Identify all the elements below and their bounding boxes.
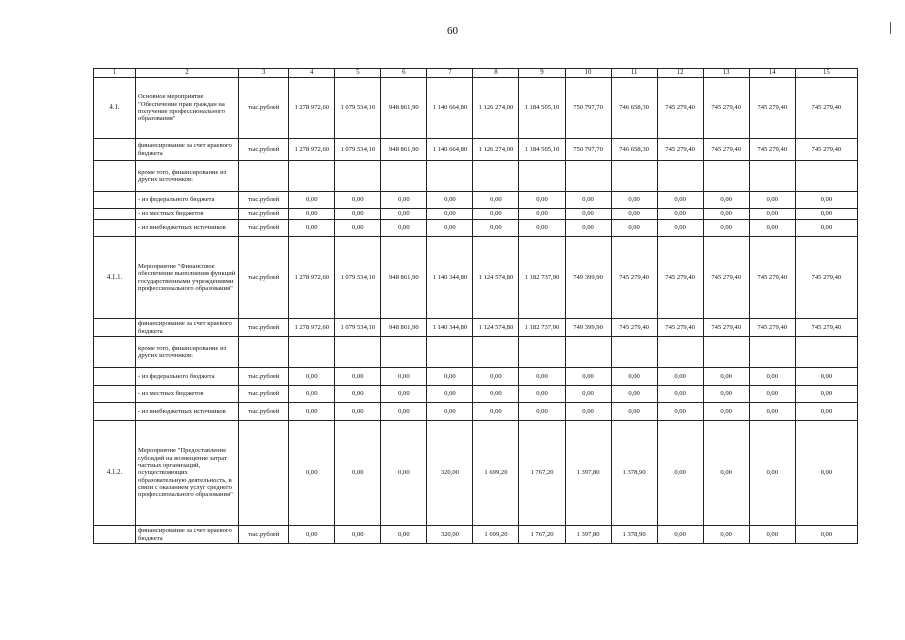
value-cell: 0,00 [749, 526, 795, 544]
value-cell: 745 279,40 [795, 139, 857, 161]
value-cell: 0,00 [473, 209, 519, 220]
row-code [94, 139, 136, 161]
row-unit: тыс.рублей [239, 319, 289, 337]
column-header: 9 [519, 69, 565, 78]
value-cell: 0,00 [565, 192, 611, 209]
value-cell: 0,00 [795, 368, 857, 386]
value-cell: 0,00 [565, 386, 611, 403]
row-code: 4.1.1. [94, 237, 136, 319]
value-cell: 0,00 [473, 220, 519, 237]
value-cell: 0,00 [381, 403, 427, 421]
table-body [94, 69, 858, 544]
row-unit: тыс.рублей [239, 192, 289, 209]
edge-mark [890, 22, 891, 34]
table-row [94, 192, 858, 209]
value-cell [657, 161, 703, 192]
value-cell: 0,00 [289, 386, 335, 403]
value-cell: 0,00 [657, 192, 703, 209]
value-cell: 0,00 [519, 368, 565, 386]
value-cell: 1 124 574,80 [473, 237, 519, 319]
value-cell: 0,00 [703, 192, 749, 209]
value-cell [795, 161, 857, 192]
row-code [94, 209, 136, 220]
value-cell: 0,00 [473, 192, 519, 209]
value-cell: 0,00 [427, 368, 473, 386]
value-cell: 0,00 [381, 192, 427, 209]
row-unit: тыс.рублей [239, 403, 289, 421]
value-cell [381, 161, 427, 192]
value-cell: 0,00 [519, 209, 565, 220]
row-name: - из местных бюджетов [136, 386, 239, 403]
value-cell: 1 140 664,80 [427, 139, 473, 161]
value-cell: 745 279,40 [657, 139, 703, 161]
value-cell [473, 161, 519, 192]
value-cell: 745 279,40 [703, 237, 749, 319]
value-cell: 1 184 505,10 [519, 139, 565, 161]
value-cell: 948 861,90 [381, 319, 427, 337]
value-cell: 1 182 737,90 [519, 237, 565, 319]
value-cell: 0,00 [703, 220, 749, 237]
value-cell: 0,00 [381, 209, 427, 220]
value-cell: 0,00 [657, 220, 703, 237]
row-name: Мероприятие "Предоставление субсидий на возмещение затрат частных организаций, осуществляющих образовательную деятельность, в связи с оказанием услуг среднего профессионального образования" [136, 421, 239, 526]
table-row [94, 386, 858, 403]
table-row [94, 337, 858, 368]
value-cell: 1 079 534,10 [335, 78, 381, 139]
column-header: 4 [289, 69, 335, 78]
row-name: Основное мероприятие "Обеспечение прав граждан на получение профессионального образования" [136, 78, 239, 139]
value-cell: 0,00 [611, 386, 657, 403]
value-cell [749, 337, 795, 368]
column-header: 13 [703, 69, 749, 78]
value-cell [565, 337, 611, 368]
value-cell: 0,00 [703, 368, 749, 386]
column-header: 14 [749, 69, 795, 78]
value-cell [335, 161, 381, 192]
value-cell: 0,00 [657, 209, 703, 220]
value-cell: 1 378,90 [611, 421, 657, 526]
value-cell: 745 279,40 [611, 237, 657, 319]
value-cell: 1 140 664,80 [427, 78, 473, 139]
table-row [94, 368, 858, 386]
row-unit: тыс.рублей [239, 526, 289, 544]
value-cell: 0,00 [749, 403, 795, 421]
value-cell: 0,00 [749, 421, 795, 526]
value-cell: 0,00 [473, 368, 519, 386]
value-cell: 0,00 [749, 368, 795, 386]
value-cell: 1 378,90 [611, 526, 657, 544]
value-cell: 0,00 [565, 220, 611, 237]
value-cell: 0,00 [335, 526, 381, 544]
value-cell: 1 397,80 [565, 421, 611, 526]
row-unit: тыс.рублей [239, 139, 289, 161]
value-cell: 1 184 505,10 [519, 78, 565, 139]
value-cell [473, 337, 519, 368]
row-unit: тыс.рублей [239, 220, 289, 237]
value-cell: 0,00 [657, 526, 703, 544]
value-cell: 745 279,40 [657, 78, 703, 139]
value-cell: 0,00 [335, 386, 381, 403]
row-code [94, 161, 136, 192]
value-cell [519, 161, 565, 192]
value-cell: 320,00 [427, 526, 473, 544]
row-code: 4.1.2. [94, 421, 136, 526]
value-cell: 0,00 [703, 421, 749, 526]
column-header: 8 [473, 69, 519, 78]
column-header: 2 [136, 69, 239, 78]
value-cell: 0,00 [335, 209, 381, 220]
value-cell: 0,00 [381, 368, 427, 386]
value-cell: 0,00 [703, 526, 749, 544]
value-cell: 0,00 [703, 386, 749, 403]
value-cell: 745 279,40 [795, 78, 857, 139]
value-cell: 0,00 [703, 209, 749, 220]
value-cell: 0,00 [427, 209, 473, 220]
value-cell: 0,00 [289, 192, 335, 209]
row-code: 4.1. [94, 78, 136, 139]
value-cell: 0,00 [565, 209, 611, 220]
table-row [94, 78, 858, 139]
value-cell: 1 079 534,10 [335, 237, 381, 319]
value-cell [703, 337, 749, 368]
value-cell: 0,00 [749, 209, 795, 220]
value-cell: 0,00 [519, 220, 565, 237]
value-cell: 1 124 574,80 [473, 319, 519, 337]
table-row [94, 319, 858, 337]
value-cell: 0,00 [519, 192, 565, 209]
row-unit: тыс.рублей [239, 386, 289, 403]
column-header: 12 [657, 69, 703, 78]
column-header: 6 [381, 69, 427, 78]
value-cell: 1 278 972,60 [289, 139, 335, 161]
value-cell: 0,00 [289, 403, 335, 421]
row-name: - из федерального бюджета [136, 368, 239, 386]
value-cell: 0,00 [381, 421, 427, 526]
value-cell: 0,00 [381, 220, 427, 237]
value-cell: 1 126 274,00 [473, 78, 519, 139]
value-cell: 0,00 [657, 421, 703, 526]
value-cell: 0,00 [427, 220, 473, 237]
value-cell [565, 161, 611, 192]
value-cell: 1 278 972,60 [289, 78, 335, 139]
value-cell: 948 861,90 [381, 78, 427, 139]
value-cell [657, 337, 703, 368]
row-name: - из местных бюджетов [136, 209, 239, 220]
value-cell: 0,00 [657, 403, 703, 421]
value-cell: 0,00 [335, 192, 381, 209]
row-name: - из внебюджетных источников [136, 403, 239, 421]
value-cell: 749 399,90 [565, 319, 611, 337]
value-cell: 1 767,20 [519, 421, 565, 526]
value-cell [381, 337, 427, 368]
value-cell: 0,00 [381, 386, 427, 403]
table-row [94, 220, 858, 237]
value-cell: 0,00 [289, 526, 335, 544]
value-cell: 0,00 [795, 220, 857, 237]
row-name: - из федерального бюджета [136, 192, 239, 209]
value-cell [427, 161, 473, 192]
value-cell: 745 279,40 [657, 319, 703, 337]
row-unit [239, 161, 289, 192]
value-cell [519, 337, 565, 368]
value-cell: 0,00 [795, 421, 857, 526]
column-header: 5 [335, 69, 381, 78]
value-cell: 0,00 [427, 403, 473, 421]
value-cell: 0,00 [289, 368, 335, 386]
value-cell: 0,00 [289, 421, 335, 526]
value-cell: 745 279,40 [749, 237, 795, 319]
table-row [94, 421, 858, 526]
row-unit: тыс.рублей [239, 368, 289, 386]
value-cell: 0,00 [565, 368, 611, 386]
value-cell [611, 161, 657, 192]
value-cell [289, 161, 335, 192]
value-cell: 0,00 [289, 209, 335, 220]
value-cell [335, 337, 381, 368]
row-unit: тыс.рублей [239, 78, 289, 139]
value-cell: 320,00 [427, 421, 473, 526]
page-number: 60 [447, 25, 458, 37]
value-cell: 749 399,90 [565, 237, 611, 319]
row-unit: тыс.рублей [239, 237, 289, 319]
value-cell: 0,00 [381, 526, 427, 544]
column-header: 1 [94, 69, 136, 78]
budget-table [93, 68, 858, 544]
value-cell: 745 279,40 [795, 237, 857, 319]
row-code [94, 337, 136, 368]
value-cell: 745 279,40 [749, 319, 795, 337]
value-cell: 0,00 [749, 192, 795, 209]
value-cell: 0,00 [335, 368, 381, 386]
value-cell: 0,00 [795, 192, 857, 209]
value-cell: 745 279,40 [703, 319, 749, 337]
value-cell: 1 140 344,80 [427, 319, 473, 337]
column-header: 3 [239, 69, 289, 78]
value-cell: 1 767,20 [519, 526, 565, 544]
value-cell: 0,00 [335, 403, 381, 421]
column-header: 15 [795, 69, 857, 78]
row-name: Мероприятие "Финансовое обеспечение выполнения функций государственными учреждениями профессионального образования" [136, 237, 239, 319]
value-cell: 0,00 [427, 192, 473, 209]
value-cell: 0,00 [427, 386, 473, 403]
value-cell: 750 797,70 [565, 139, 611, 161]
value-cell: 0,00 [289, 220, 335, 237]
value-cell: 1 140 344,80 [427, 237, 473, 319]
value-cell: 0,00 [795, 386, 857, 403]
value-cell: 746 658,30 [611, 139, 657, 161]
value-cell: 1 182 737,90 [519, 319, 565, 337]
value-cell: 1 278 972,60 [289, 319, 335, 337]
table-row [94, 161, 858, 192]
value-cell: 0,00 [519, 386, 565, 403]
value-cell: 745 279,40 [703, 139, 749, 161]
row-unit: тыс.рублей [239, 209, 289, 220]
value-cell: 948 861,90 [381, 237, 427, 319]
value-cell: 0,00 [611, 403, 657, 421]
row-code [94, 220, 136, 237]
value-cell: 0,00 [611, 368, 657, 386]
row-name: финансирование за счет краевого бюджета [136, 526, 239, 544]
value-cell: 0,00 [335, 220, 381, 237]
value-cell [427, 337, 473, 368]
value-cell: 0,00 [703, 403, 749, 421]
value-cell: 0,00 [657, 368, 703, 386]
table-row [94, 526, 858, 544]
table-row [94, 139, 858, 161]
value-cell [749, 161, 795, 192]
header-row [94, 69, 858, 78]
column-header: 10 [565, 69, 611, 78]
value-cell: 0,00 [519, 403, 565, 421]
value-cell [611, 337, 657, 368]
value-cell [289, 337, 335, 368]
value-cell: 745 279,40 [657, 237, 703, 319]
row-name: - из внебюджетных источников [136, 220, 239, 237]
row-name: финансирование за счет краевого бюджета [136, 319, 239, 337]
value-cell: 1 126 274,00 [473, 139, 519, 161]
column-header: 11 [611, 69, 657, 78]
table-row [94, 209, 858, 220]
row-name: кроме того, финансирование из других источников: [136, 161, 239, 192]
value-cell: 0,00 [473, 403, 519, 421]
value-cell: 1 397,80 [565, 526, 611, 544]
column-header: 7 [427, 69, 473, 78]
value-cell: 750 797,70 [565, 78, 611, 139]
table-row [94, 237, 858, 319]
row-code [94, 403, 136, 421]
row-name: кроме того, финансирование из других источников: [136, 337, 239, 368]
value-cell: 1 278 972,60 [289, 237, 335, 319]
value-cell: 0,00 [611, 220, 657, 237]
value-cell [703, 161, 749, 192]
row-name: финансирование за счет краевого бюджета [136, 139, 239, 161]
value-cell: 948 861,90 [381, 139, 427, 161]
value-cell: 0,00 [749, 220, 795, 237]
value-cell: 745 279,40 [749, 78, 795, 139]
value-cell: 0,00 [657, 386, 703, 403]
row-code [94, 526, 136, 544]
value-cell: 745 279,40 [795, 319, 857, 337]
value-cell: 0,00 [795, 209, 857, 220]
value-cell: 0,00 [749, 386, 795, 403]
value-cell: 0,00 [611, 209, 657, 220]
value-cell [795, 337, 857, 368]
value-cell: 1 079 534,10 [335, 319, 381, 337]
row-unit [239, 421, 289, 526]
value-cell: 0,00 [795, 403, 857, 421]
table-row [94, 403, 858, 421]
value-cell: 0,00 [795, 526, 857, 544]
value-cell: 745 279,40 [703, 78, 749, 139]
value-cell: 1 699,20 [473, 526, 519, 544]
row-code [94, 386, 136, 403]
value-cell: 0,00 [473, 386, 519, 403]
value-cell: 1 699,20 [473, 421, 519, 526]
row-unit [239, 337, 289, 368]
value-cell: 745 279,40 [749, 139, 795, 161]
row-code [94, 192, 136, 209]
value-cell: 0,00 [565, 403, 611, 421]
row-code [94, 319, 136, 337]
value-cell: 0,00 [611, 192, 657, 209]
value-cell: 746 658,30 [611, 78, 657, 139]
value-cell: 1 079 534,10 [335, 139, 381, 161]
value-cell: 745 279,40 [611, 319, 657, 337]
value-cell: 0,00 [335, 421, 381, 526]
row-code [94, 368, 136, 386]
